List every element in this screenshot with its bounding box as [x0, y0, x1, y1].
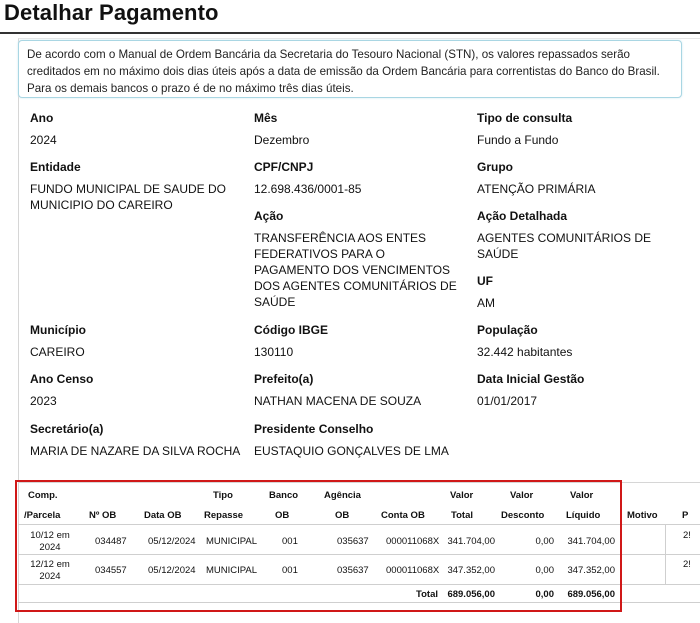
totals-divider	[18, 602, 700, 603]
header-desconto: Desconto	[501, 510, 545, 521]
header-conta-ob: Conta OB	[381, 510, 425, 521]
header-extra: P	[682, 510, 689, 521]
info-notice: De acordo com o Manual de Ordem Bancária da Secretaria do Tesouro Nacional (STN), os valores repassados serão creditados em no máximo dois dias úteis após a data de emissão da Ordem Bancária para correntistas do Banco do Brasil. Para os demais bancos o prazo é de no máximo três dias úteis.	[18, 40, 682, 98]
field-codigo-ibge	[254, 323, 464, 360]
field-value: FUNDO MUNICIPAL DE SAUDE DO MUNICIPIO DO CAREIRO	[30, 182, 227, 212]
field-label: Ano Censo	[30, 372, 94, 386]
field-value: ATENÇÃO PRIMÁRIA	[477, 182, 596, 196]
header-divider	[18, 524, 700, 525]
field-label: CPF/CNPJ	[254, 160, 314, 174]
field-label: Secretário(a)	[30, 422, 104, 436]
title-divider	[0, 32, 700, 34]
total-valor-desconto: 0,00	[535, 589, 554, 600]
field-ano	[30, 111, 240, 148]
row-divider	[18, 554, 700, 555]
field-tipo-consulta	[477, 111, 687, 148]
field-label: Grupo	[477, 160, 513, 174]
cell-conta: 000011068X	[386, 565, 440, 576]
field-value: NATHAN MACENA DE SOUZA	[254, 394, 422, 408]
header-valor-total: Valor	[450, 490, 474, 501]
header-valor-desconto: Valor	[510, 490, 534, 501]
cell-conta: 000011068X	[386, 536, 440, 547]
cell-agencia: 035637	[337, 565, 369, 576]
header-parcela: /Parcela	[24, 510, 61, 521]
total-label: Total	[416, 589, 438, 600]
header-liquido: Líquido	[566, 510, 601, 521]
cell-total: 347.352,00	[447, 565, 495, 576]
field-label: Tipo de consulta	[477, 111, 573, 125]
cell-banco: 001	[282, 536, 298, 547]
field-label: Prefeito(a)	[254, 372, 314, 386]
field-value: MARIA DE NAZARE DA SILVA ROCHA	[30, 444, 241, 458]
field-prefeito	[254, 372, 464, 409]
field-uf	[477, 274, 662, 311]
cell-total: 341.704,00	[447, 536, 495, 547]
cell-banco: 001	[282, 565, 298, 576]
header-agencia-ob: OB	[335, 510, 350, 521]
cell-n-ob: 034487	[95, 536, 127, 547]
field-label: UF	[477, 274, 493, 288]
header-agencia: Agência	[324, 490, 361, 501]
field-value: TRANSFERÊNCIA AOS ENTES FEDERATIVOS PARA O PAGAMENTO DOS VENCIMENTOS DOS AGENTES COMUNITÁRIOS DE SAÚDE	[254, 231, 457, 309]
field-label: Código IBGE	[254, 323, 328, 337]
cell-n-ob: 034557	[95, 565, 127, 576]
field-municipio	[30, 323, 240, 360]
field-value: Dezembro	[254, 133, 310, 147]
header-banco: Banco	[269, 490, 299, 501]
field-grupo	[477, 160, 687, 197]
cell-extra: 2!	[683, 530, 691, 541]
cell-data-ob: 05/12/2024	[148, 565, 196, 576]
header-data-ob: Data OB	[144, 510, 182, 521]
field-label: Mês	[254, 111, 278, 125]
field-acao	[254, 209, 459, 310]
field-value: AGENTES COMUNITÁRIOS DE SAÚDE	[477, 231, 652, 261]
total-valor-liquido: 689.056,00	[567, 589, 615, 600]
field-data-inicial-gestao	[477, 372, 687, 409]
field-label: Ação Detalhada	[477, 209, 568, 223]
field-value: 32.442 habitantes	[477, 345, 573, 359]
field-label: População	[477, 323, 538, 337]
field-ano-censo	[30, 372, 240, 409]
cell-data-ob: 05/12/2024	[148, 536, 196, 547]
page-title: Detalhar Pagamento	[4, 0, 219, 25]
field-secretario	[30, 422, 245, 459]
header-total: Total	[451, 510, 473, 521]
row-divider	[18, 584, 700, 585]
cell-tipo: MUNICIPAL	[206, 565, 258, 576]
cell-comp: 12/12 em	[30, 559, 70, 570]
field-label: Presidente Conselho	[254, 422, 374, 436]
field-value: 12.698.436/0001-85	[254, 182, 362, 196]
field-value: 2024	[30, 133, 57, 147]
header-banco-ob: OB	[275, 510, 290, 521]
header-comp: Comp.	[28, 490, 58, 501]
cell-comp: 10/12 em	[30, 530, 70, 541]
cell-extra: 2!	[683, 559, 691, 570]
field-value: Fundo a Fundo	[477, 133, 559, 147]
field-value: 2023	[30, 394, 57, 408]
cell-liquido: 341.704,00	[567, 536, 615, 547]
field-value: 01/01/2017	[477, 394, 538, 408]
field-value: AM	[477, 296, 495, 310]
cell-desconto: 0,00	[535, 565, 554, 576]
cell-comp-year: 2024	[39, 571, 61, 582]
field-value: 130110	[254, 345, 294, 359]
header-repasse: Repasse	[204, 510, 244, 521]
cell-liquido: 347.352,00	[567, 565, 615, 576]
header-tipo: Tipo	[213, 490, 233, 501]
field-label: Município	[30, 323, 86, 337]
field-entidade	[30, 160, 230, 213]
header-motivo: Motivo	[627, 510, 658, 521]
field-label: Entidade	[30, 160, 81, 174]
field-cpf-cnpj	[254, 160, 464, 197]
field-label: Ação	[254, 209, 284, 223]
field-value: CAREIRO	[30, 345, 85, 359]
field-label: Ano	[30, 111, 54, 125]
field-mes	[254, 111, 464, 148]
field-populacao	[477, 323, 687, 360]
field-value: EUSTAQUIO GONÇALVES DE LMA	[254, 444, 449, 458]
cell-desconto: 0,00	[535, 536, 554, 547]
total-valor-total: 689.056,00	[447, 589, 495, 600]
field-acao-detalhada	[477, 209, 662, 262]
cell-tipo: MUNICIPAL	[206, 536, 258, 547]
header-valor-liquido: Valor	[570, 490, 594, 501]
cell-comp-year: 2024	[39, 542, 61, 553]
field-presidente-conselho	[254, 422, 469, 459]
cell-agencia: 035637	[337, 536, 369, 547]
field-label: Data Inicial Gestão	[477, 372, 585, 386]
header-n-ob: Nº OB	[89, 510, 117, 521]
